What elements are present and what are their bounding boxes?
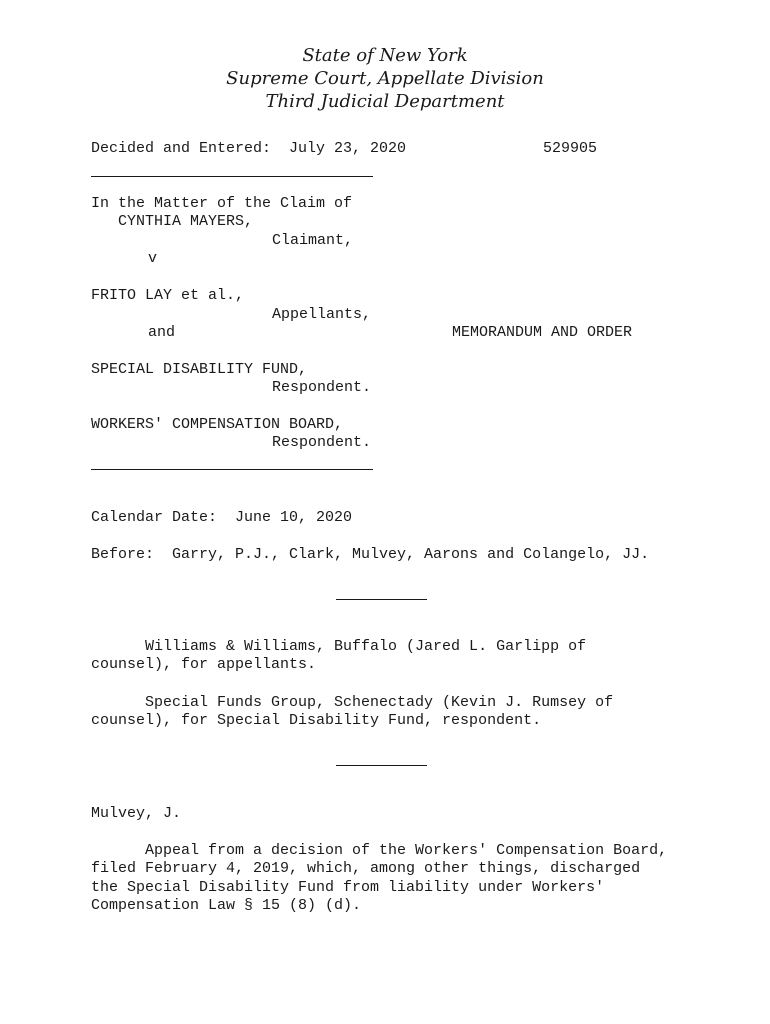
appellant-party: FRITO LAY et al.,: [91, 287, 245, 304]
respondent-counsel-line-2: counsel), for Special Disability Fund, respondent.: [91, 712, 542, 730]
appellant-role: Appellants,: [272, 306, 372, 323]
appellants-counsel-line-1: Williams & Williams, Buffalo (Jared L. Garlipp of: [91, 638, 587, 655]
caption-matter-line: In the Matter of the Claim of: [91, 195, 353, 212]
order-type: MEMORANDUM AND ORDER: [452, 324, 633, 341]
section-divider-1: [336, 599, 427, 600]
opinion-line: the Special Disability Fund from liability under Workers': [91, 878, 605, 896]
caption-top-rule: [91, 176, 373, 177]
respondent-counsel: [91, 694, 691, 731]
opinion-line: filed February 4, 2019, which, among other things, discharged: [91, 860, 641, 878]
respondent1-party: SPECIAL DISABILITY FUND,: [91, 361, 308, 378]
decided-entered-line: Decided and Entered: July 23, 2020: [91, 140, 407, 157]
respondent1-role: Respondent.: [272, 379, 372, 396]
appellants-counsel: [91, 638, 691, 675]
department-name: Third Judicial Department: [265, 91, 505, 112]
respondent2-role: Respondent.: [272, 434, 372, 451]
claimant-name: CYNTHIA MAYERS,: [118, 213, 254, 230]
opinion-author: Mulvey, J.: [91, 805, 182, 822]
state-name: State of New York: [302, 45, 468, 66]
court-header: [0, 44, 770, 113]
docket-number: 529905: [543, 140, 598, 157]
respondent-counsel-line-1: Special Funds Group, Schenectady (Kevin J. Rumsey of: [91, 694, 614, 711]
appellants-counsel-line-2: counsel), for appellants.: [91, 656, 317, 674]
caption-and: and: [148, 324, 176, 341]
opinion-paragraph: [91, 842, 691, 916]
opinion-line: Appeal from a decision of the Workers' Compensation Board,: [91, 842, 668, 859]
before-panel: Before: Garry, P.J., Clark, Mulvey, Aarons and Colangelo, JJ.: [91, 546, 650, 563]
claimant-role: Claimant,: [272, 232, 354, 249]
respondent2-party: WORKERS' COMPENSATION BOARD,: [91, 416, 344, 433]
section-divider-2: [336, 765, 427, 766]
calendar-date: Calendar Date: June 10, 2020: [91, 509, 353, 526]
versus: v: [148, 250, 158, 267]
court-name: Supreme Court, Appellate Division: [226, 68, 544, 89]
opinion-line: Compensation Law § 15 (8) (d).: [91, 897, 362, 915]
caption-bottom-rule: [91, 469, 373, 470]
